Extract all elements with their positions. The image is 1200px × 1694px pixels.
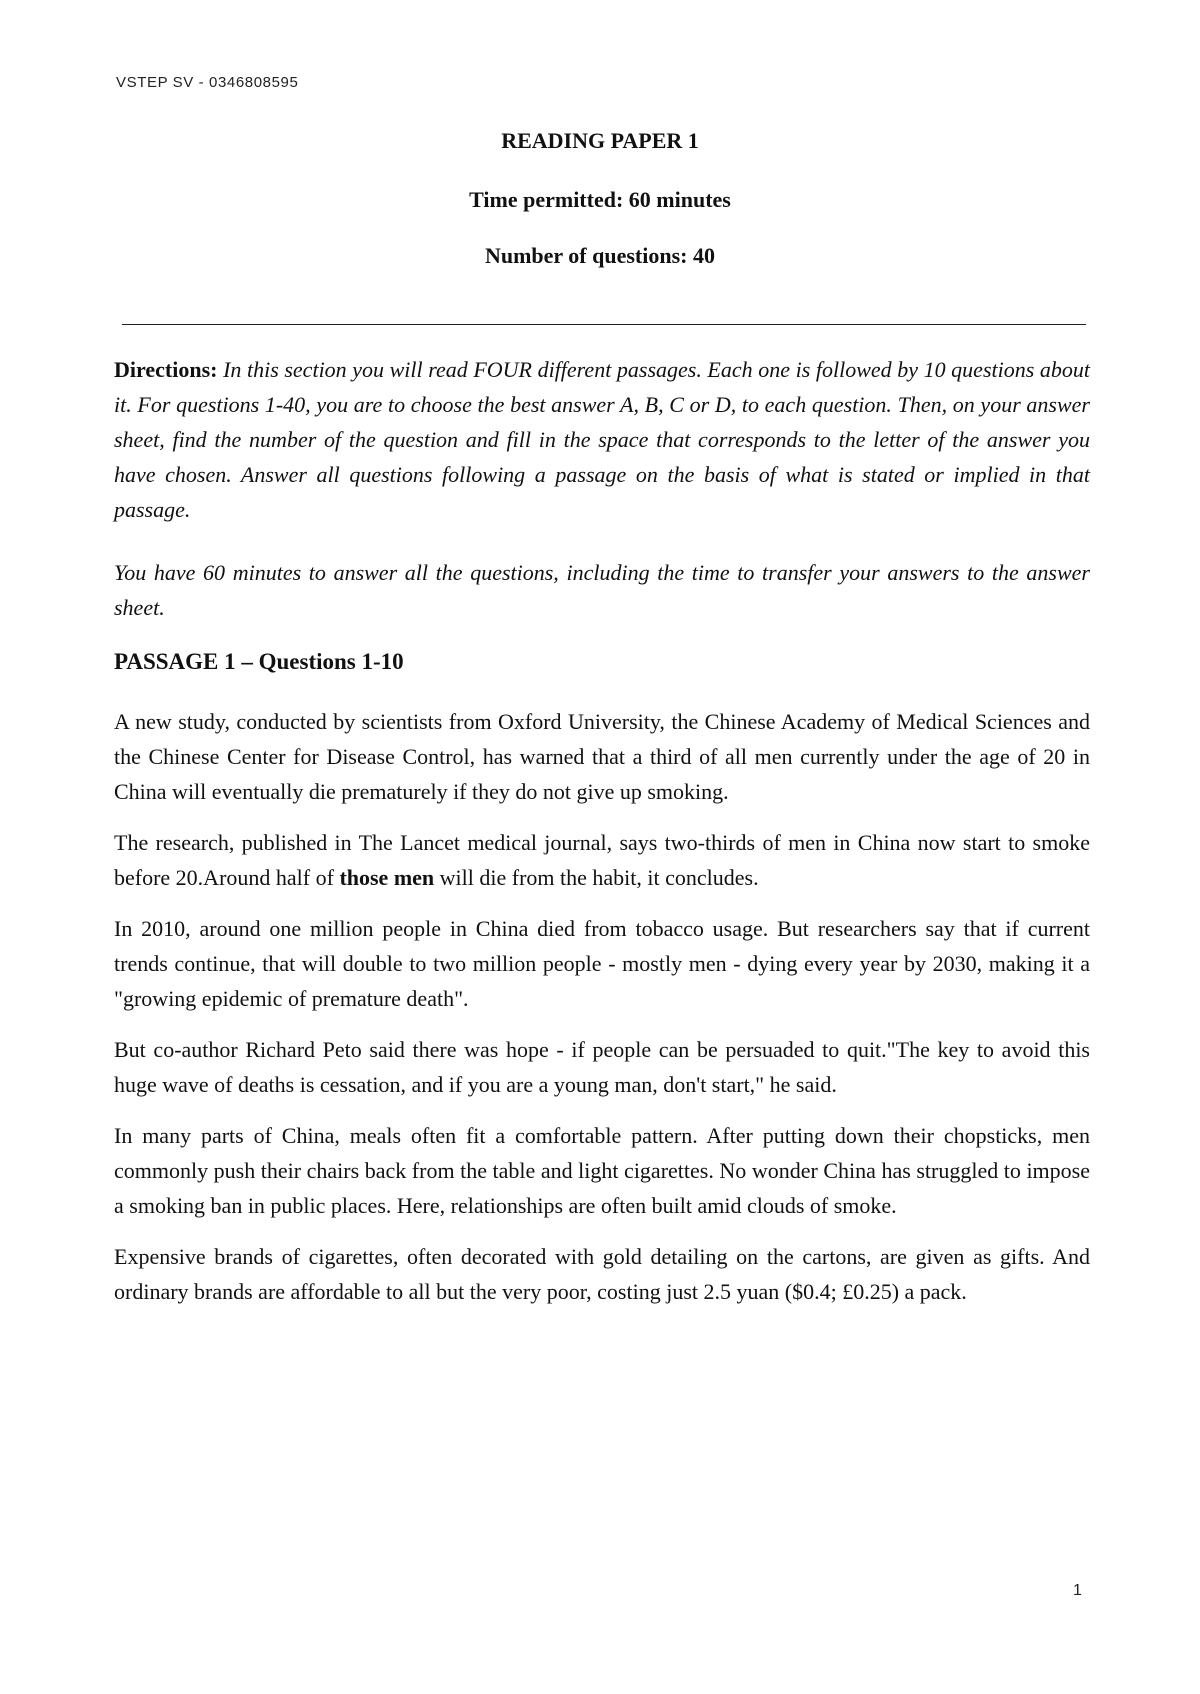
page-header: VSTEP SV - 0346808595 xyxy=(116,74,299,91)
passage-paragraph-3: In 2010, around one million people in China died from tobacco usage. But researchers say that if current trends continue, that will double to two million people - mostly men - dying every year by 2030, making it a "growing epidemic of premature death". xyxy=(114,916,1090,1011)
passage-paragraph-1: A new study, conducted by scientists from Oxford University, the Chinese Academy of Medical Sciences and the Chinese Center for Disease Control, has warned that a third of all men currently under the age of 20 in China will eventually die prematurely if they do not give up smoking. xyxy=(114,709,1090,804)
emphasized-phrase: those men xyxy=(339,865,435,890)
passage-heading: PASSAGE 1 – Questions 1-10 xyxy=(114,649,404,674)
paper-title: READING PAPER 1 xyxy=(501,128,699,153)
passage-paragraph-5: In many parts of China, meals often fit a comfortable pattern. After putting down their chopsticks, men commonly push their chairs back from the table and light cigarettes. No wonder China has struggled to impose a smoking ban in public places. Here, relationships are often built amid clouds of smoke. xyxy=(114,1123,1090,1218)
directions-text: In this section you will read FOUR different passages. Each one is followed by 10 questions about it. For questions 1-40, you are to choose the best answer A, B, C or D, to each question. Then, on your answer sheet, find the number of the question and fill in the space that corresponds to the letter of the answer you have chosen. Answer all questions following a passage on the basis of what is stated or implied in that passage. xyxy=(114,357,1090,522)
question-count: Number of questions: 40 xyxy=(484,243,715,268)
directions-label: Directions: xyxy=(114,357,218,382)
passage-paragraph-4: But co-author Richard Peto said there was hope - if people can be persuaded to quit."The key to avoid this huge wave of deaths is cessation, and if you are a young man, don't start," he said. xyxy=(114,1037,1090,1097)
paragraph-2-text-after: will die from the habit, it concludes. xyxy=(434,865,759,890)
passage-paragraph-2 xyxy=(114,825,1090,895)
directions-block xyxy=(114,352,1090,527)
paragraph-2-text-before: The research, published in The Lancet medical journal, says two-thirds of men in China now start to smoke before 20.Around half of xyxy=(114,830,1090,890)
passage-paragraph-6: Expensive brands of cigarettes, often decorated with gold detailing on the cartons, are given as gifts. And ordinary brands are affordable to all but the very poor, costing just 2.5 yuan ($0.4; £0.25) a pack. xyxy=(114,1244,1090,1304)
time-note: You have 60 minutes to answer all the questions, including the time to transfer your answers to the answer sheet. xyxy=(114,560,1090,620)
section-divider xyxy=(122,324,1086,325)
passage-body xyxy=(114,704,1090,1309)
time-permitted: Time permitted: 60 minutes xyxy=(469,187,731,212)
page-number: 1 xyxy=(1073,1582,1082,1599)
